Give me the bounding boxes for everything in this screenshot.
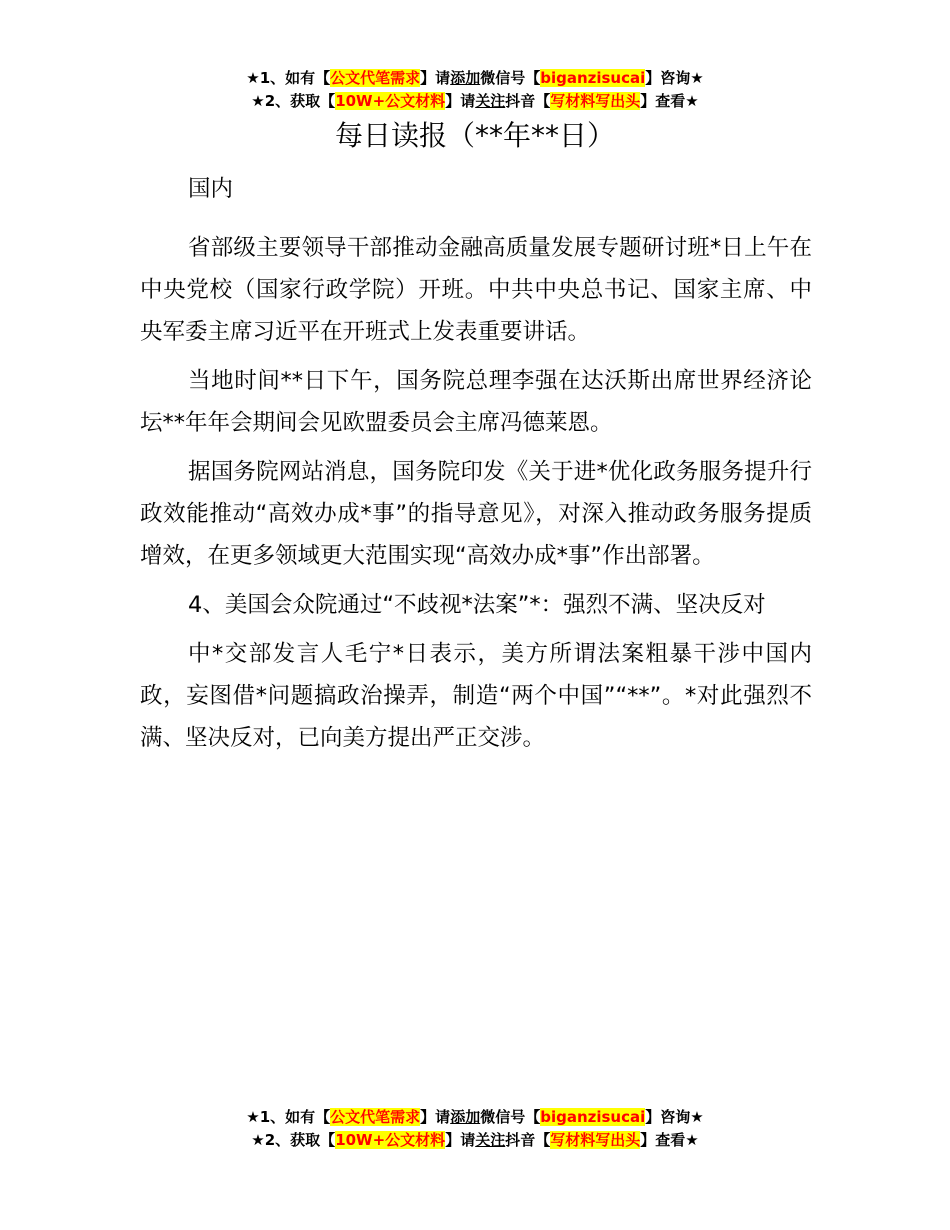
douyin-account: 写材料写出头	[550, 1131, 641, 1149]
wechat-id: biganzisucai	[540, 1108, 646, 1126]
banner-line-1: ★1、如有【公文代笔需求】请添加微信号【biganzisucai】咨询★	[246, 69, 704, 87]
highlight-text: 10W+公文材料	[335, 92, 446, 110]
paragraph: 省部级主要领导干部推动金融高质量发展专题研讨班*日上午在中央党校（国家行政学院）开班。中共中央总书记、国家主席、中央军委主席习近平在开班式上发表重要讲话。	[140, 235, 812, 345]
paragraph: 4、美国会众院通过“不歧视*法案”*：强烈不满、坚决反对	[188, 592, 766, 618]
wechat-id: biganzisucai	[540, 69, 646, 87]
highlight-text: 10W+公文材料	[335, 1131, 446, 1149]
banner-line-1: ★1、如有【公文代笔需求】请添加微信号【biganzisucai】咨询★	[246, 1108, 704, 1126]
paragraph: 当地时间**日下午，国务院总理李强在达沃斯出席世界经济论坛**年年会期间会见欧盟委员会主席冯德莱恩。	[140, 368, 812, 436]
paragraph: 中*交部发言人毛宁*日表示，美方所谓法案粗暴干涉中国内政，妄图借*问题搞政治操弄，制造“两个中国”“**”。*对此强烈不满、坚决反对，已向美方提出严正交涉。	[140, 641, 812, 751]
document-body	[140, 168, 812, 766]
header-banner	[0, 67, 950, 113]
banner-line-2: ★2、获取【10W+公文材料】请关注抖音【写材料写出头】查看★	[251, 1131, 699, 1149]
section-heading: 国内	[188, 176, 234, 202]
footer-banner	[0, 1106, 950, 1152]
douyin-account: 写材料写出头	[550, 92, 641, 110]
page-title: 每日读报（**年**日）	[334, 119, 615, 152]
paragraph: 据国务院网站消息，国务院印发《关于进*优化政务服务提升行政效能推动“高效办成*事”的指导意见》，对深入推动政务服务提质增效，在更多领域更大范围实现“高效办成*事”作出部署。	[140, 459, 812, 569]
highlight-text: 公文代笔需求	[330, 69, 421, 87]
highlight-text: 公文代笔需求	[330, 1108, 421, 1126]
banner-line-2: ★2、获取【10W+公文材料】请关注抖音【写材料写出头】查看★	[251, 92, 699, 110]
